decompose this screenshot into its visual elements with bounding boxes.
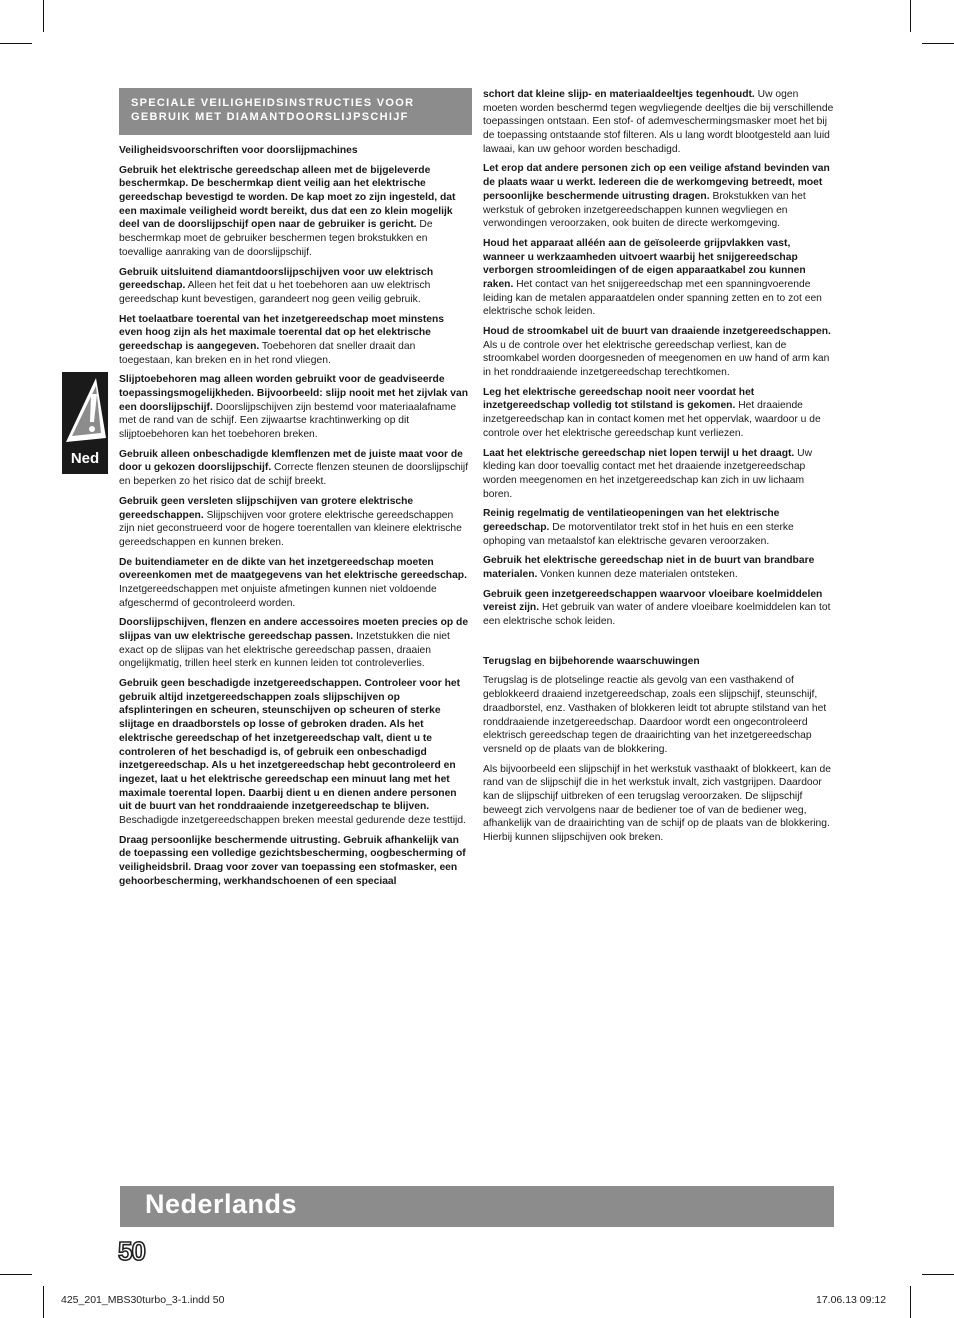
instruction-text: Slijpschijven voor grotere elektrische gereedschappen zijn niet geconstrueerd voor de hogere toerentallen van kleinere elektrische gereedschappen en kunnen breken. [119, 509, 462, 548]
crop-mark [43, 0, 44, 32]
instruction-text: Vonken kunnen deze materialen ontsteken. [537, 569, 738, 580]
instruction-paragraph [119, 495, 469, 550]
instruction-text: Uw kleding kan door toevallig contact met het draaiende inzetgereedschap worden meegenomen en het inzetgereedschap kan zich in uw lichaam boren. [483, 447, 813, 500]
instruction-bold: schort dat kleine slijp- en materiaaldeeltjes tegenhoudt. [483, 89, 755, 100]
instruction-text: Brokstukken van het werkstuk of gebroken inzetgereedschappen kunnen wegvliegen en verwondingen veroorzaken, ook buiten de directe werkomgeving. [483, 190, 806, 230]
instruction-text: Inzetstukken die niet exact op de slijpas van het elektrische gereedschap passen, draaien ongelijkmatig, trillen heel sterk en kunnen leiden tot controleverlies. [119, 631, 450, 670]
instruction-bold: De buitendiameter en de dikte van het inzetgereedschap moeten overeenkomen met de maatgegevens van het elektrische gereedschap. [119, 556, 467, 582]
instruction-paragraph [119, 448, 469, 489]
instruction-text: Inzetgereedschappen met onjuiste afmetingen kunnen niet voldoende afgeschermd of gecontroleerd worden. [119, 583, 437, 609]
right-column [483, 88, 834, 851]
instruction-bold: Draag persoonlijke beschermende uitrusting. Gebruik afhankelijk van de toepassing een volledige gezichtsbescherming, oogbescherming of veiligheidsbril. Draag voor zover van toepassing een stofmasker, een gehoorbescherming, werkhandschoenen of een speciaal [119, 834, 466, 887]
instruction-paragraph [119, 144, 469, 158]
instruction-bold: Gebruik geen beschadigde inzetgereedschappen. Controleer voor het gebruik altijd inzetgereedschappen zoals slijpschijven op afsplinteringen en scheuren, steunschijven op scheuren of sterke slijtage en draadborstels op losse of gebroken draden. Als het elektrische gereedschap of het inzetgereedschap valt, dient u te controleren of het beschadigd is, of gebruik een onbeschadigd inzetgereedschap. Als u het inzetgereedschap hebt gecontroleerd en ingezet, laat u het elektrische gereedschap een minuut lang met het maximale toerental lopen. Daarbij dient u en dienen andere personen uit de buurt van het ronddraaiende inzetgereedschap te blijven. [119, 678, 461, 813]
crop-mark [0, 43, 32, 44]
instruction-text: Beschadigde inzetgereedschappen breken meestal gedurende deze testtijd. [119, 814, 466, 826]
instruction-text: Uw ogen moeten worden beschermd tegen wegvliegende deeltjes die bij verschillende toepassingen ontstaan. Een stof- of ademveschermingsmasker moet het bij de toepassing ontstaande stof filteren. Als u lang wordt blootgesteld aan luid lawaai, kan uw gehoor worden beschadigd. [483, 89, 834, 155]
page-number: 50 [118, 1236, 145, 1266]
instruction-text: De beschermkap moet de gebruiker beschermen tegen brokstukken en toevallige aanraking van de doorslijpschijf. [119, 219, 433, 258]
instruction-bold: Gebruik het elektrische gereedschap alleen met de bijgeleverde beschermkap. De beschermkap dient veilig aan het elektrische gereedschap bevestigd te worden. De kap moet zo zijn ingesteld, dat een maximale veiligheid wordt bereikt, dus dat een zo klein mogelijk deel van de doorslijpschijf open naar de gebruiker is gericht. [119, 164, 456, 231]
crop-mark [922, 43, 954, 44]
instruction-text: Toebehoren dat sneller draait dan toegestaan, kan breken en in het rond vliegen. [119, 340, 416, 366]
kickback-paragraph: Als bijvoorbeeld een slijpschijf in het werkstuk vasthaakt of blokkeert, kan de rand van de slijpschijf die in het werkstuk invalt, zich vastgrijpen. Daardoor kan de slijpschijf uitbreken of een terugslag veroorzaken. De slijpschijf beweegt zich vervolgens naar de bediener toe of van de bediener weg, afhankelijk van de draairichting van de schijf op de plaats van de blokkering. Hierbij kunnen slijpschijven ook breken. [483, 763, 831, 843]
instruction-bold: Gebruik uitsluitend diamantdoorslijpschijven voor uw elektrisch gereedschap. [119, 266, 434, 292]
crop-mark [43, 1286, 44, 1318]
instruction-paragraph [483, 447, 834, 502]
instruction-paragraph [119, 313, 469, 368]
section-header: SPECIALE VEILIGHEIDSINSTRUCTIES VOOR GEBRUIK MET DIAMANTDOORSLIJPSCHIJF [119, 88, 472, 135]
instruction-paragraph [483, 325, 834, 380]
instruction-paragraph [483, 237, 834, 319]
instruction-bold: Leg het elektrische gereedschap nooit neer voordat het inzetgereedschap volledig tot stilstand is gekomen. [483, 386, 755, 412]
instruction-paragraph [119, 677, 469, 828]
instruction-text: Doorslijpschijven zijn bestemd voor materiaalafname met de rand van de schijf. Een zijwaartse krachtinwerking op dit slijptoebehoren kan het toebehoren breken. [119, 401, 457, 441]
instruction-text: De motorventilator trekt stof in het huis en een sterke ophoping van metaalstof kan elektrische gevaren veroorzaken. [483, 521, 794, 547]
instruction-paragraph [483, 507, 834, 548]
instruction-text: Het contact van het snijgereedschap met een spanningvoerende leiding kan de metalen apparaatdelen onder spanning zetten en to zot een elektrische schok leiden. [483, 278, 822, 318]
instruction-bold: Gebruik geen inzetgereedschappen waarvoor vloeibare koelmiddelen vereist zijn. [483, 588, 823, 614]
instruction-paragraph [483, 386, 834, 441]
instruction-text: Alleen het feit dat u het toebehoren aan uw elektrisch gereedschap kunt bevestigen, garandeert nog geen veilig gebruik. [119, 280, 431, 305]
warning-icon [62, 372, 108, 450]
instruction-bold: Gebruik geen versleten slijpschijven van grotere elektrische gereedschappen. [119, 495, 414, 521]
instruction-paragraph [119, 164, 469, 260]
instruction-bold: Reinig regelmatig de ventilatieopeningen van het elektrische gereedschap. [483, 508, 780, 533]
instruction-paragraph [483, 588, 834, 629]
footer-file: 425_201_MBS30turbo_3-1.indd 50 [61, 1294, 225, 1306]
instruction-paragraph [119, 834, 469, 889]
instruction-bold: Gebruik het elektrische gereedschap niet in de buurt van brandbare materialen. [483, 555, 815, 580]
banner-title: Nederlands [145, 1189, 298, 1219]
footer-date: 17.06.13 09:12 [816, 1294, 887, 1306]
instruction-text: Het gebruik van water of andere vloeibare koelmiddelen kan tot een elektrische schok leiden. [483, 602, 831, 628]
language-label: Ned [70, 450, 100, 467]
instruction-paragraph [119, 616, 469, 671]
instruction-bold: Doorslijpschijven, flenzen en andere accessoires moeten precies op de slijpas van uw elektrische gereedschap passen. [119, 617, 469, 642]
instruction-bold: Slijptoebehoren mag alleen worden gebruikt voor de geadviseerde toepassingsmogelijkheden. Bijvoorbeeld: slijp nooit met het zijvlak van een doorslijpschijf. [119, 374, 469, 413]
instruction-text: Het draaiende inzetgereedschap kan in contact komen met het oppervlak, waardoor u de controle over het elektrische gereedschap kunt verliezen. [483, 400, 821, 439]
instruction-bold: Let erop dat andere personen zich op een veilige afstand bevinden van de plaats waar u werkt. Iedereen die de werkomgeving betreedt, moet persoonlijke beschermende uitrusting dragen. [483, 163, 830, 202]
instruction-bold: Het toelaatbare toerental van het inzetgereedschap moet minstens even hoog zijn als het maximale toerental dat op het elektrische gereedschap is aangegeven. [119, 313, 445, 352]
language-banner [120, 1186, 834, 1227]
crop-mark [910, 0, 911, 32]
instruction-text: Correcte flenzen steunen de doorslijpschijf en beperken zo het risico dat de schijf breekt. [119, 462, 469, 488]
kickback-heading: Terugslag en bijbehorende waarschuwingen [483, 655, 700, 667]
instruction-paragraph [483, 88, 834, 156]
crop-mark [0, 1274, 32, 1275]
crop-mark [922, 1274, 954, 1275]
instruction-bold: Laat het elektrische gereedschap niet lopen terwijl u het draagt. [483, 447, 795, 459]
crop-mark [910, 1286, 911, 1318]
instruction-text: Als u de controle over het elektrische gereedschap verliest, kan de stroomkabel worden doorgesneden of meegenomen en uw hand of arm kan in het ronddraaiende inzetgereedschap terechtkomen. [483, 339, 830, 379]
instruction-paragraph [119, 266, 469, 307]
instruction-bold: Gebruik alleen onbeschadigde klemflenzen met de juiste maat voor de door u gekozen doorslijpschijf. [119, 448, 463, 474]
instruction-bold: Houd de stroomkabel uit de buurt van draaiende inzetgereedschappen. [483, 326, 831, 337]
language-tab [62, 372, 108, 474]
instruction-bold: Houd het apparaat alléén aan de geïsoleerde grijpvlakken vast, wanneer u werkzaamheden uitvoert waarbij het snijgereedschap verborgen stroomleidingen of de eigen apparaatkabel zou kunnen raken. [483, 237, 806, 290]
instruction-paragraph [119, 373, 469, 441]
instruction-paragraph [483, 554, 834, 581]
instruction-bold: Veiligheidsvoorschriften voor doorslijpmachines [119, 145, 358, 156]
instruction-paragraph [119, 556, 469, 611]
left-column [119, 144, 469, 894]
kickback-paragraph: Terugslag is de plotselinge reactie als gevolg van een vasthakend of geblokkeerd draaiend inzetgereedschap, zoals een slijpschijf, steunschijf, draadborstel, enz. Vasthaken of blokkeren leidt tot abrupte stilstand van het ronddraaiende inzetgereedschap. Daardoor wordt een ongecontroleerd elektrisch gereedschap tegen de draairichting van het inzetgereedschap versneld op de plaats van de blokkering. [483, 675, 827, 755]
instruction-paragraph [483, 162, 834, 230]
